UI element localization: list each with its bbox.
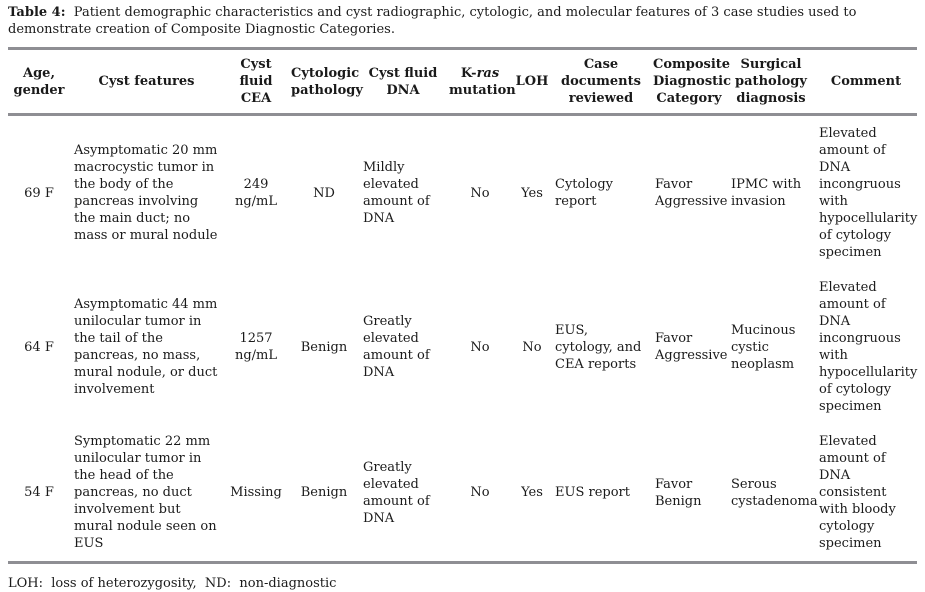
cell-row1-comment: Elevated amount of DNA incongruous with hypocellularity of cytology specimen — [819, 126, 918, 260]
cell-row1-cyst-fluid-cea: 249 ng/mL — [234, 177, 278, 209]
cell-row3-surgical-pathology-diagnosis: Serous cystadenoma — [731, 476, 818, 509]
cell-row3-loh: Yes — [521, 485, 543, 500]
table-footnote: LOH: loss of heterozygosity, ND: non-diagnostic — [8, 576, 337, 591]
column-header-kras-mutation: K-ras mutation — [447, 49, 513, 115]
cell-row3-age-gender: 54 F — [24, 485, 54, 500]
cell-row3-cyst-fluid-dna: Greatly elevated amount of DNA — [363, 459, 430, 526]
cell-row2-surgical-pathology-diagnosis: Mucinous cystic neoplasm — [731, 322, 796, 372]
cell-row2-cyst-fluid-cea: 1257 ng/mL — [234, 331, 278, 363]
cell-row3-cytologic-pathology: Benign — [300, 485, 348, 500]
cell-row3-comment: Elevated amount of DNA consistent with bloody cytology specimen — [819, 434, 896, 551]
cell-row1-cyst-fluid-dna: Mildly elevated amount of DNA — [363, 160, 430, 226]
column-header-cyst-fluid-cea: Cyst fluid CEA — [223, 49, 289, 115]
cell-row1-cyst-features: Asymptomatic 20 mm macrocystic tumor in the body of the pancreas involving the main duct; no mass or mural nodule — [74, 143, 218, 243]
table-row-1 — [8, 115, 917, 271]
cell-row3-composite-diagnostic-category: Favor Benign — [655, 476, 702, 509]
table-caption-label: Table 4: — [8, 5, 66, 20]
cell-row3-case-documents-reviewed: EUS report — [555, 485, 630, 500]
table-caption-text: Patient demographic characteristics and cyst radiographic, cytologic, and molecular features of 3 case studies used to demonstrate creation of Composite Diagnostic Categories. — [8, 5, 861, 37]
cell-row3-cyst-features: Symptomatic 22 mm unilocular tumor in the head of the pancreas, no duct involvement but mural nodule seen on EUS — [74, 434, 217, 551]
cell-row2-age-gender: 64 F — [24, 339, 54, 355]
cell-row1-surgical-pathology-diagnosis: IPMC with invasion — [731, 177, 802, 209]
cell-row2-loh: No — [522, 339, 542, 355]
table-caption — [8, 4, 917, 38]
cell-row2-comment: Elevated amount of DNA incongruous with hypocellularity of cytology specimen — [819, 280, 918, 414]
column-header-comment: Comment — [815, 49, 917, 115]
cell-row2-composite-diagnostic-category: Favor Aggressive — [655, 331, 728, 363]
cell-row2-kras-mutation: No — [470, 339, 490, 355]
cell-row2-case-documents-reviewed: EUS, cytology, and CEA reports — [555, 322, 642, 372]
column-header-case-documents-reviewed: Case documents reviewed — [551, 49, 651, 115]
column-header-age-gender: Age, gender — [8, 49, 70, 115]
cell-row1-cytologic-pathology: ND — [313, 185, 335, 201]
column-header-cyst-features: Cyst features — [70, 49, 223, 115]
column-header-cytologic-pathology: Cytologic pathology — [289, 49, 359, 115]
cell-row3-cyst-fluid-cea: Missing — [230, 485, 282, 500]
cell-row2-cyst-features: Asymptomatic 44 mm unilocular tumor in the tail of the pancreas, no mass, mural nodule, or duct involvement — [74, 297, 218, 397]
cell-row2-cytologic-pathology: Benign — [300, 339, 348, 355]
cell-row2-cyst-fluid-dna: Greatly elevated amount of DNA — [363, 314, 430, 380]
column-header-composite-diagnostic-category: Composite Diagnostic Category — [651, 49, 727, 115]
data-table — [8, 47, 917, 564]
table-row-2 — [8, 270, 917, 424]
cell-row1-composite-diagnostic-category: Favor Aggressive — [655, 177, 728, 209]
column-header-cyst-fluid-dna: Cyst fluid DNA — [359, 49, 447, 115]
column-header-loh: LOH — [513, 49, 551, 115]
table-head — [8, 49, 917, 115]
table-body — [8, 115, 917, 563]
cell-row1-case-documents-reviewed: Cytology report — [555, 177, 613, 209]
cell-row3-kras-mutation: No — [470, 485, 490, 500]
column-header-surgical-pathology-diagnosis: Surgical pathology diagnosis — [727, 49, 815, 115]
cell-row1-kras-mutation: No — [470, 185, 490, 201]
cell-row1-loh: Yes — [521, 185, 543, 201]
table-row-3 — [8, 424, 917, 563]
cell-row1-age-gender: 69 F — [24, 185, 54, 201]
header-row — [8, 49, 917, 115]
